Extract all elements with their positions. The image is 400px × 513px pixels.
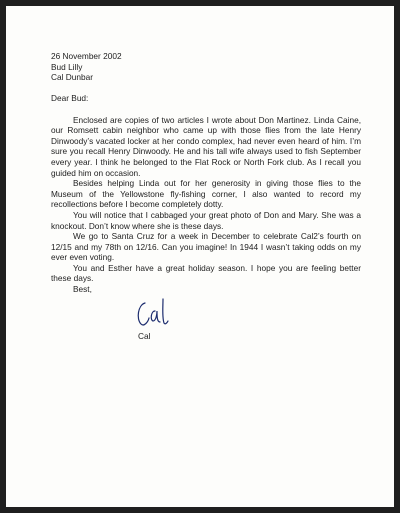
paragraph-1: Enclosed are copies of two articles I wrote about Don Martinez. Linda Caine, our Romsett cabin neighbor who came up with those flies from the late Henry Dinwoody’s vacated locker at her condo complex, had never even heard of him. I’m sure you recall Henry Dinwoody. He and his tall wife always used to fish September every year. I think he belonged to the Flat Rock or North Fork club. As I recall you guided him on occasion.: [51, 114, 361, 178]
letter-closing: Best,: [73, 284, 92, 295]
handwritten-signature: [51, 295, 361, 331]
signature-graphic: [135, 297, 175, 331]
letter-body: [51, 51, 361, 341]
letter-salutation: Dear Bud:: [51, 93, 89, 104]
paragraph-2: Besides helping Linda out for her generosity in giving those flies to the Museum of the Yellowstone fly-fishing corner, I also wanted to record my recollections before I become completely dotty.: [51, 178, 361, 210]
paragraph-4: We go to Santa Cruz for a week in December to celebrate Cal2’s fourth on 12/15 and my 78th on 12/16. Can you imagine! In 1944 I wasn’t taking odds on my ever even voting.: [51, 231, 361, 263]
letter-page: [6, 6, 394, 507]
letter-sender: Cal Dunbar: [51, 72, 93, 83]
paragraph-3: You will notice that I cabbaged your great photo of Don and Mary. She was a knockout. Don’t know where she is these days.: [51, 209, 361, 231]
letter-recipient: Bud Lilly: [51, 61, 83, 72]
signature-name: Cal: [138, 330, 151, 341]
paragraph-5: You and Esther have a great holiday season. I hope you are feeling better these days.: [51, 262, 361, 284]
letter-date: 26 November 2002: [51, 51, 122, 61]
